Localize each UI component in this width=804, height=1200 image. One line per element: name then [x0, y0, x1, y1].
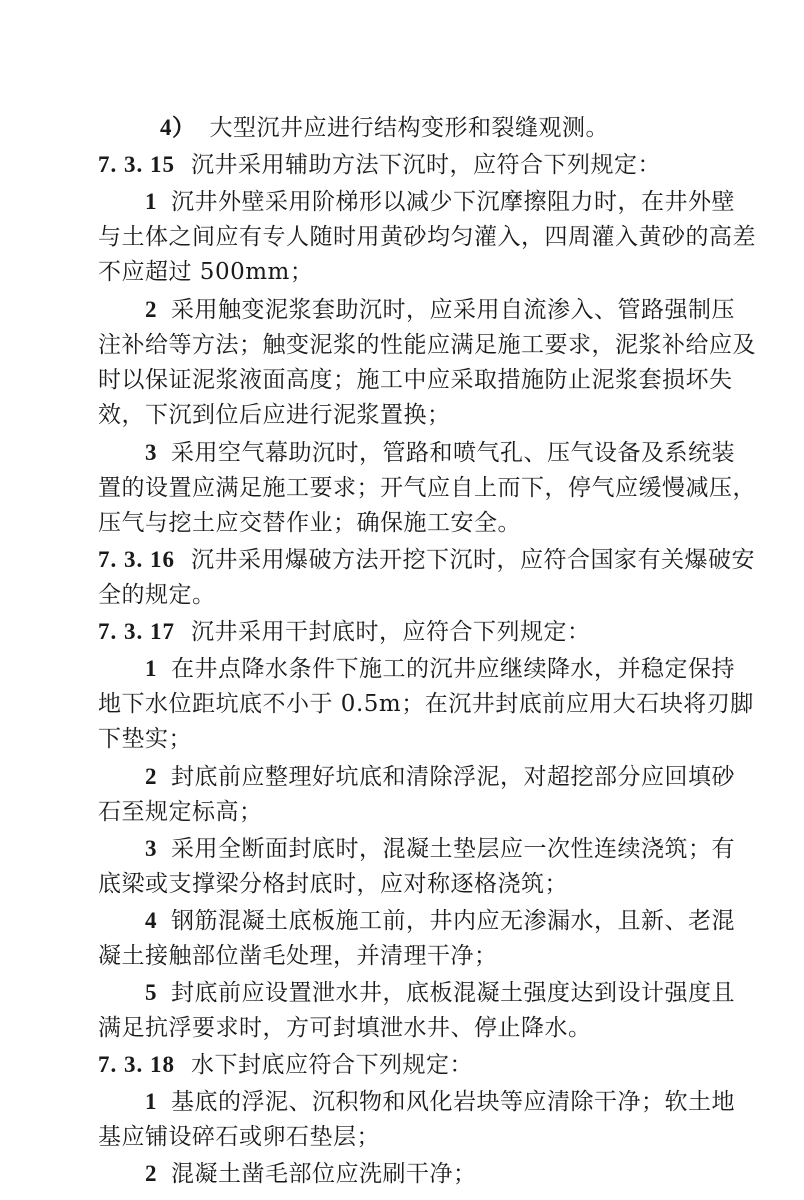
text-line	[0, 762, 804, 792]
item-number: 3	[145, 440, 157, 465]
text-line	[0, 1087, 804, 1117]
line-text: 石至规定标高；	[98, 799, 263, 825]
item-number: 5	[145, 980, 157, 1005]
text-line	[0, 1013, 804, 1043]
text-line	[0, 978, 804, 1008]
line-text: 效，下沉到位后应进行泥浆置换；	[98, 402, 451, 428]
line-text: 采用全断面封底时，混凝土垫层应一次性连续浇筑；有	[171, 836, 735, 862]
text-line	[0, 941, 804, 971]
line-text: 沉井采用辅助方法下沉时，应符合下列规定：	[191, 152, 661, 178]
line-text: 在井点降水条件下施工的沉井应继续降水，并稳定保持	[171, 656, 735, 682]
line-text: 封底前应整理好坑底和清除浮泥，对超挖部分应回填砂	[171, 764, 735, 790]
text-line	[0, 473, 804, 503]
text-line	[0, 580, 804, 610]
line-text: 下垫实；	[98, 726, 192, 752]
line-text: 封底前应设置泄水井，底板混凝土强度达到设计强度且	[171, 980, 735, 1006]
text-line	[0, 724, 804, 754]
text-line	[0, 906, 804, 936]
line-text: 基应铺设碎石或卵石垫层；	[98, 1124, 380, 1150]
line-text: 置的设置应满足施工要求；开气应自上而下，停气应缓慢减压，	[98, 475, 756, 501]
line-text: 压气与挖土应交替作业；确保施工安全。	[98, 510, 521, 536]
line-text: 底梁或支撑梁分格封底时，应对称逐格浇筑；	[98, 871, 568, 897]
text-line	[0, 869, 804, 899]
line-text: 时以保证泥浆液面高度；施工中应采取措施防止泥浆套损坏失	[98, 367, 733, 393]
line-text: 全的规定。	[98, 582, 216, 608]
text-line	[0, 1159, 804, 1189]
line-text: 注补给等方法；触变泥浆的性能应满足施工要求，泥浆补给应及	[98, 332, 756, 358]
text-line	[0, 150, 804, 180]
line-text: 大型沉井应进行结构变形和裂缝观测。	[209, 115, 609, 141]
line-text: 沉井采用爆破方法开挖下沉时，应符合国家有关爆破安	[191, 547, 755, 573]
section-number: 7. 3. 17	[98, 619, 175, 644]
section-number: 7. 3. 15	[98, 152, 175, 177]
text-line	[0, 113, 804, 143]
text-line	[0, 834, 804, 864]
text-line	[0, 545, 804, 575]
text-line	[0, 257, 804, 287]
line-text: 沉井采用干封底时，应符合下列规定：	[191, 619, 591, 645]
line-text: 混凝土凿毛部位应洗刷干净；	[171, 1161, 477, 1187]
text-line	[0, 295, 804, 325]
text-line	[0, 187, 804, 217]
line-text: 地下水位距坑底不小于 0.5m；在沉井封底前应用大石块将刃脚	[98, 691, 754, 717]
text-line	[0, 689, 804, 719]
text-line	[0, 400, 804, 430]
line-text: 水下封底应符合下列规定：	[191, 1052, 473, 1078]
line-text: 与土体之间应有专人随时用黄砂均匀灌入，四周灌入黄砂的高差	[98, 224, 756, 250]
text-line	[0, 365, 804, 395]
text-line	[0, 654, 804, 684]
text-line	[0, 438, 804, 468]
text-line	[0, 797, 804, 827]
item-number: 1	[145, 189, 157, 214]
line-text: 采用空气幕助沉时，管路和喷气孔、压气设备及系统装	[171, 440, 735, 466]
line-text: 沉井外壁采用阶梯形以减少下沉摩擦阻力时，在井外壁	[171, 189, 735, 215]
line-text: 采用触变泥浆套助沉时，应采用自流渗入、管路强制压	[171, 297, 735, 323]
line-text: 不应超过 500mm；	[98, 259, 314, 285]
text-line	[0, 1050, 804, 1080]
line-text: 凝土接触部位凿毛处理，并清理干净；	[98, 943, 498, 969]
text-line	[0, 508, 804, 538]
item-number: 4）	[160, 115, 196, 140]
text-line	[0, 222, 804, 252]
item-number: 4	[145, 908, 157, 933]
text-line	[0, 1122, 804, 1152]
line-text: 钢筋混凝土底板施工前，井内应无渗漏水，且新、老混	[171, 908, 735, 934]
section-number: 7. 3. 18	[98, 1052, 175, 1077]
line-text: 基底的浮泥、沉积物和风化岩块等应清除干净；软土地	[171, 1089, 735, 1115]
item-number: 1	[145, 1089, 157, 1114]
text-line	[0, 617, 804, 647]
item-number: 1	[145, 656, 157, 681]
item-number: 3	[145, 836, 157, 861]
text-line	[0, 330, 804, 360]
item-number: 2	[145, 764, 157, 789]
item-number: 2	[145, 297, 157, 322]
section-number: 7. 3. 16	[98, 547, 175, 572]
line-text: 满足抗浮要求时，方可封填泄水井、停止降水。	[98, 1015, 592, 1041]
item-number: 2	[145, 1161, 157, 1186]
